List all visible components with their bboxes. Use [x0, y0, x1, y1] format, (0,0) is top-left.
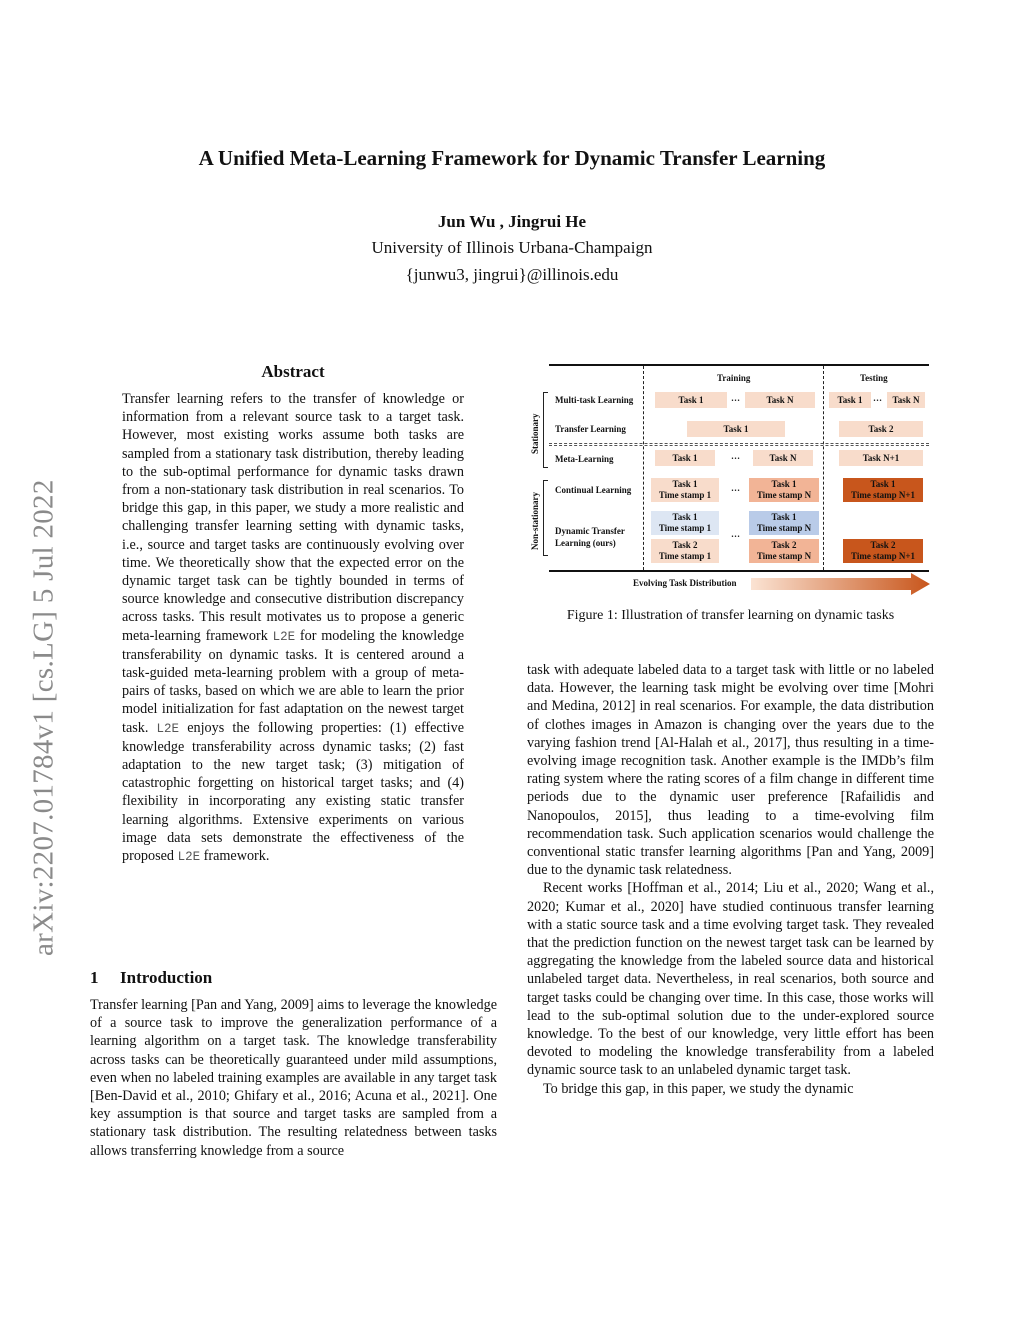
task-box: Task 1 Time stamp N	[749, 478, 819, 502]
task-box: Task 2 Time stamp N+1	[843, 539, 923, 563]
ellipsis: …	[731, 529, 740, 539]
task-box: Task 1 Time stamp N+1	[843, 478, 923, 502]
group-brace	[543, 392, 548, 468]
figure-caption: Figure 1: Illustration of transfer learning on dynamic tasks	[566, 608, 895, 623]
task-box: Task N+1	[839, 450, 923, 466]
top-rule	[549, 364, 929, 366]
header-training: Training	[717, 373, 751, 383]
task-box: Task 2	[839, 421, 923, 437]
group-label-stationary: Stationary	[530, 413, 540, 454]
task-box: Task 1 Time stamp 1	[651, 511, 719, 535]
arrow-label: Evolving Task Distribution	[633, 578, 737, 588]
method-name: L2E	[272, 629, 296, 644]
author-email: {junwu3, jingrui}@illinois.edu	[405, 265, 619, 284]
intro-right-column: task with adequate labeled data to a target task with little or no labeled data. However, the learning task might be evolving over time [Mohri and Medina, 2012] in real scenarios. For example, the data distribution of clothes images in Amazon is changing over the years due to the varying fashion trend [Al-Halah et al., 2017], thus resulting in a time-evolving image recognition task. Another example is the IMDb’s film rating system where the rating scores of a film change in different time periods due to the dynamic user preference [Rafailidis and Nanopoulos, 2015], thus leading to a time-evolving film recommendation task. Such application scenarios would challenge the conventional static transfer learning algorithms [Pan and Yang, 2009] due to the dynamic task relatedness. Recent works [Hoffman et al., 2014; Liu et al., 2020; Wang et al., 2020; Kumar et al., 2020] have studied continuous transfer learning with a static source task and a time evolving target task. They revealed that the prediction function on the newest target task can be learned by aggregating the knowledge from the labeled source data and historical unlabeled target data. Nevertheless, in real scenarios, both source and target tasks could be changing over time. In this case, those works will lead to the sub-optimal solution due to the under-explored source knowledge. To the best of our knowledge, very little effort has been devoted to modeling the knowledge transferability from a labeled dynamic source task to an unlabeled dynamic target task. To bridge this gap, in this paper, we study the dynamic	[527, 662, 934, 1097]
evolving-arrow-icon	[751, 573, 931, 595]
group-divider	[549, 443, 929, 444]
ellipsis: …	[731, 483, 740, 493]
task-box: Task N	[753, 450, 813, 466]
abstract-heading: Abstract	[261, 362, 325, 381]
arxiv-side-label: arXiv:2207.01784v1 [cs.LG] 5 Jul 2022	[27, 479, 60, 956]
task-box: Task 1	[655, 450, 715, 466]
row-label-transfer: Transfer Learning	[555, 424, 626, 434]
figure-1	[527, 362, 934, 602]
group-label-nonstationary: Non-stationary	[530, 492, 540, 550]
paper-title: A Unified Meta-Learning Framework for Dynamic Transfer Learning	[198, 146, 826, 170]
task-box: Task N	[745, 392, 815, 408]
author-affiliation: University of Illinois Urbana-Champaign	[371, 238, 653, 257]
row-label-dynamic: Learning (ours)	[555, 538, 616, 548]
task-box: Task 1 Time stamp 1	[651, 478, 719, 502]
divider-line	[643, 366, 644, 570]
intro-left-column: Transfer learning [Pan and Yang, 2009] aims to leverage the knowledge of a source task to improve the generalization performance of a learning algorithm on a target task. The knowledge transferability across tasks can be theoretically guaranteed under mild assumptions, even when no labeled training examples are available in any target task [Ben-David et al., 2010; Ghifary et al., 2016; Acuna et al., 2021]. One key assumption is that source and target tasks are sampled from a stationary task distribution. The resulting relatedness between tasks allows transferring knowledge from a source	[90, 997, 497, 1159]
bottom-rule	[549, 570, 929, 572]
task-box: Task 2 Time stamp 1	[651, 539, 719, 563]
method-name: L2E	[156, 721, 180, 736]
method-name: L2E	[177, 850, 201, 865]
abstract-body: Transfer learning refers to the transfer of knowledge or information from a relevant source task to a target task. However, most existing works assume both tasks are sampled from a stationary task distribution, thereby leading to the sub-optimal performance for dynamic tasks drawn from a non-stationary task distribution in real scenarios. To bridge this gap, in this paper, we study a more realistic and challenging transfer learning setting with dynamic tasks, i.e., source and target tasks are continuously evolving over time. We theoretically show that the expected error on the dynamic target task can be tightly bounded in terms of source knowledge and consecutive distribution discrepancy across tasks. This result motivates us to propose a generic meta-learning framework L2E for modeling the knowledge transferability on dynamic tasks. It is centered around a task-guided meta-learning problem with a group of meta-pairs of tasks, based on which we are able to learn the prior model initialization for fast adaptation on the newest target task. L2E enjoys the following properties: (1) effective knowledge transferability across dynamic tasks; (2) fast adaptation to the new target task; (3) mitigation of catastrophic forgetting on historical target tasks; and (4) flexibility in incorporating any existing static transfer learning algorithms. Extensive experiments on various image data sets demonstrate the effectiveness of the proposed L2E framework.	[122, 391, 465, 865]
task-box: Task 1	[687, 421, 785, 437]
row-label-continual: Continual Learning	[555, 485, 632, 495]
paper-authors: Jun Wu , Jingrui He	[437, 212, 587, 231]
task-box: Task N	[887, 392, 925, 408]
section-heading: 1 Introduction	[90, 968, 213, 987]
group-divider	[549, 445, 929, 446]
row-label-meta: Meta-Learning	[555, 454, 614, 464]
task-box: Task 1	[829, 392, 871, 408]
ellipsis: …	[731, 393, 740, 403]
header-testing: Testing	[860, 373, 888, 383]
group-brace	[543, 480, 548, 556]
row-label-dynamic: Dynamic Transfer	[555, 526, 625, 536]
task-box: Task 1 Time stamp N	[749, 511, 819, 535]
divider-line	[823, 366, 824, 570]
task-box: Task 1	[655, 392, 727, 408]
task-box: Task 2 Time stamp N	[749, 539, 819, 563]
row-label-multitask: Multi-task Learning	[555, 395, 634, 405]
ellipsis: …	[731, 451, 740, 461]
ellipsis: …	[873, 393, 882, 403]
